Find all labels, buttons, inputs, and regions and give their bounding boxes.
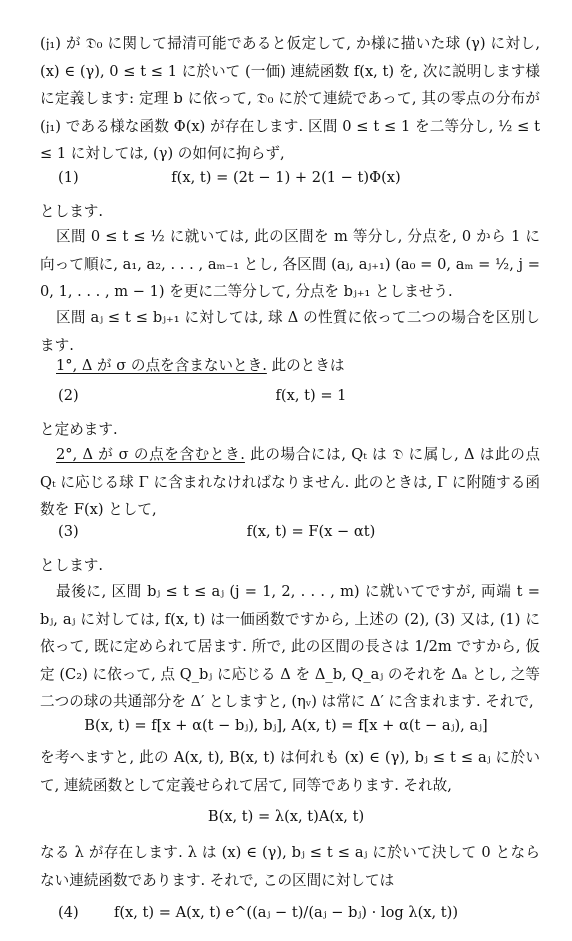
paragraph-equivalence: を考へますと, 此の A(x, t), B(x, t) は何れも (x) ∈ (γ), bⱼ ≤ t ≤ aⱼ に於いて, 連続函数として定義せられて居て, 同等であります. それ故,	[40, 749, 540, 794]
equation-2	[0, 383, 572, 413]
case-1-line	[40, 352, 540, 380]
paragraph-after-eq3: とします.	[40, 557, 104, 574]
paragraph-intro: (𝔧₁) が 𝔇₀ に関して掃清可能であると仮定して, か様に描いた球 (γ) に対し, (x) ∈ (γ), 0 ≤ t ≤ 1 に於いて (一価) 連続函数 f(x, t) を, 次に説明します様に定義します: 定理 b に依って, 𝔇₀ に於て連続であって, 其の零点の分布が (𝔧₁) である様な函数 Φ(x) が存在します. 区間 0 ≤ t ≤ 1 を二等分し, ½ ≤ t ≤ 1 に対しては, (γ) の如何に拘らず,	[40, 35, 540, 163]
paragraph-after-eq2: と定めます.	[40, 421, 118, 438]
paragraph-lambda-continuous: なる λ が存在します. λ は (x) ∈ (γ), bⱼ ≤ t ≤ aⱼ に於いて決して 0 とならない連続函数であります. それで, この区間に対しては	[40, 844, 540, 889]
equation-1-number: (1)	[58, 169, 79, 186]
equation-4-number: (4)	[58, 904, 79, 921]
equation-lambda	[0, 804, 572, 834]
equation-2-number: (2)	[58, 387, 79, 404]
paragraph-case-distinction: 区間 aⱼ ≤ t ≤ bⱼ₊₁ に対しては, 球 Δ の性質に依って二つの場合を区別します.	[40, 309, 540, 354]
equation-4-text: f(x, t) = A(x, t) e^((aⱼ − t)/(aⱼ − bⱼ) · log λ(x, t))	[113, 904, 459, 921]
equation-2-text: f(x, t) = 1	[275, 387, 347, 404]
equation-3	[0, 519, 572, 549]
equation-1-text: f(x, t) = (2t − 1) + 2(1 − t)Φ(x)	[171, 169, 401, 186]
equation-lambda-text: B(x, t) = λ(x, t)A(x, t)	[207, 808, 365, 825]
case-2-paragraph	[40, 441, 540, 524]
paragraph-interval-division: 区間 0 ≤ t ≤ ½ に就いては, 此の区間を m 等分し, 分点を, 0 から 1 に向って順に, a₁, a₂, . . . , aₘ₋₁ とし, 各区間 (aⱼ, aⱼ₊₁) (a₀ = 0, aₘ = ½, j = 0, 1, . . . , m − 1) を更に二等分して, 分点を bⱼ₊₁ としませう.	[40, 228, 540, 301]
case-1-text: 此のときは	[266, 357, 345, 374]
paragraph-final-interval: 最後に, 区間 bⱼ ≤ t ≤ aⱼ (j = 1, 2, . . . , m) に就いてですが, 両端 t = bⱼ, aⱼ に対しては, f(x, t) は一価函数ですから, 上述の (2), (3) 又は, (1) に依って, 既に定められて居ます. 所で, 此の区間の長さは 1/2m ですから, 仮定 (C₂) に依って, 点 Q_bⱼ に応じる Δ を Δ_b, Q_aⱼ のそれを Δₐ とし, 之等二つの球の共通部分を Δ′ としますと, (ηᵥ) は常に Δ′ に含まれます. それで,	[40, 583, 540, 711]
equation-a-b	[0, 713, 572, 743]
case-2-text: 此の場合には, Qₜ は 𝔇 に属し, Δ は此の点 Qₜ に応じる球 Γ に含まれなければなりません. 此のときは, Γ に附随する函数を F(x) として,	[40, 446, 540, 519]
equation-3-text: f(x, t) = F(x − αt)	[246, 523, 376, 540]
case-2-heading: 2°, Δ が σ の点を含むとき.	[56, 446, 245, 463]
equation-4	[0, 900, 572, 930]
case-1-heading: 1°, Δ が σ の点を含まないとき.	[56, 357, 267, 374]
paragraph-after-eq1: とします.	[40, 203, 104, 220]
equation-1	[0, 165, 572, 195]
equation-3-number: (3)	[58, 523, 79, 540]
equation-a-b-text: B(x, t) = f[x + α(t − bⱼ), bⱼ], A(x, t) = f[x + α(t − aⱼ), aⱼ]	[84, 717, 488, 734]
